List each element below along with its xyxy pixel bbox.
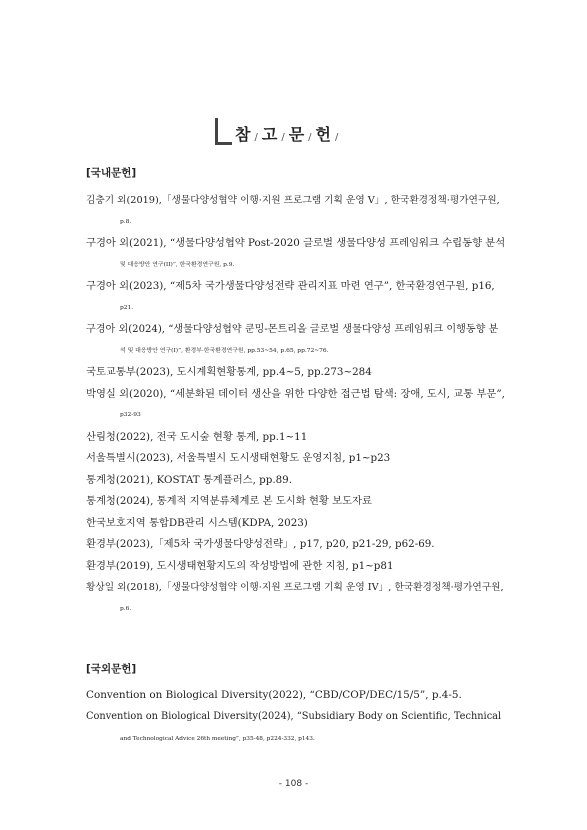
reference-item: Convention on Biological Diversity(2024), “Subsidiary Body on Scientific, Technical and Technological Advice 26th meeting”, p35-48, p224-332, p143. [86, 711, 502, 742]
reference-item: 한국보호지역 통합DB관리 시스템(KDPA, 2023) [86, 516, 308, 529]
reference-item: Convention on Biological Diversity(2022), “CBD/COP/DEC/15/5”, p.4-5. [86, 689, 462, 701]
title-char: 참 [235, 125, 252, 144]
title-bracket-decoration [215, 118, 232, 145]
reference-item: 구경아 외(2023), “제5차 국가생물다양성전략 관리지표 마련 연구”, 한국환경연구원, p16, p21. [86, 280, 495, 311]
foreign-reference-list [86, 684, 506, 750]
reference-item: 환경부(2023),「제5차 국가생물다양성전략」, p17, p20, p21-29, p62-69. [86, 538, 435, 550]
reference-item: 국토교통부(2023), 도시계획현황통계, pp.4~5, pp.273~284 [86, 366, 372, 378]
reference-item: 산림청(2022), 전국 도시숲 현황 통계, pp.1~11 [86, 430, 308, 443]
domestic-references-heading: [국내문헌] [86, 167, 137, 179]
title-char: 문 [288, 125, 306, 144]
title-char: 고 [261, 125, 279, 144]
domestic-reference-list [86, 190, 506, 620]
title-separator: / [308, 132, 313, 143]
title-separator: / [335, 132, 340, 143]
page-title-text [235, 122, 342, 145]
title-separator: / [281, 132, 286, 143]
page-number: - 108 - [278, 779, 309, 789]
reference-item: 황상일 외(2018),「생물다양성협약 이행·지원 프로그램 기획 운영 IV」, 한국환경정책·평가연구원, p.6. [86, 582, 504, 612]
title-separator: / [254, 132, 259, 143]
reference-item: 구경아 외(2024), “생물다양성협약 쿤밍-몬트리올 글로벌 생물다양성 프레임워크 이행동향 분 석 및 대응방안 연구(I)”, 환경부·한국환경연구원, pp.53~54, p.65, pp.72~76. [86, 324, 499, 354]
page-title [215, 118, 375, 152]
reference-item: 구경아 외(2021), “생물다양성협약 Post-2020 글로벌 생물다양성 프레임워크 수립동향 분석 및 대응방안 연구(II)”, 한국환경연구원, p.9. [86, 237, 506, 268]
reference-item: 통계청(2024), 통계적 지역분류체계로 본 도시화 현황 보도자료 [86, 495, 372, 507]
reference-item: 환경부(2019), 도시생태현황지도의 작성방법에 관한 지침, p1~p81 [86, 559, 394, 572]
reference-item: 박영실 외(2020), “세분화된 데이터 생산을 위한 다양한 접근법 탐색: 장애, 도시, 교통 부문”, p32-93 [86, 387, 505, 418]
reference-item: 통계청(2021), KOSTAT 통계플러스, pp.89. [86, 473, 292, 486]
reference-item: 김충기 외(2019),「생물다양성협약 이행·지원 프로그램 기획 운영 V」, 한국환경정책·평가연구원, p.8. [86, 195, 500, 225]
reference-item: 서울특별시(2023), 서울특별시 도시생태현황도 운영지침, p1~p23 [86, 452, 391, 464]
foreign-references-heading: [국외문헌] [86, 663, 137, 675]
title-char: 헌 [315, 125, 332, 144]
